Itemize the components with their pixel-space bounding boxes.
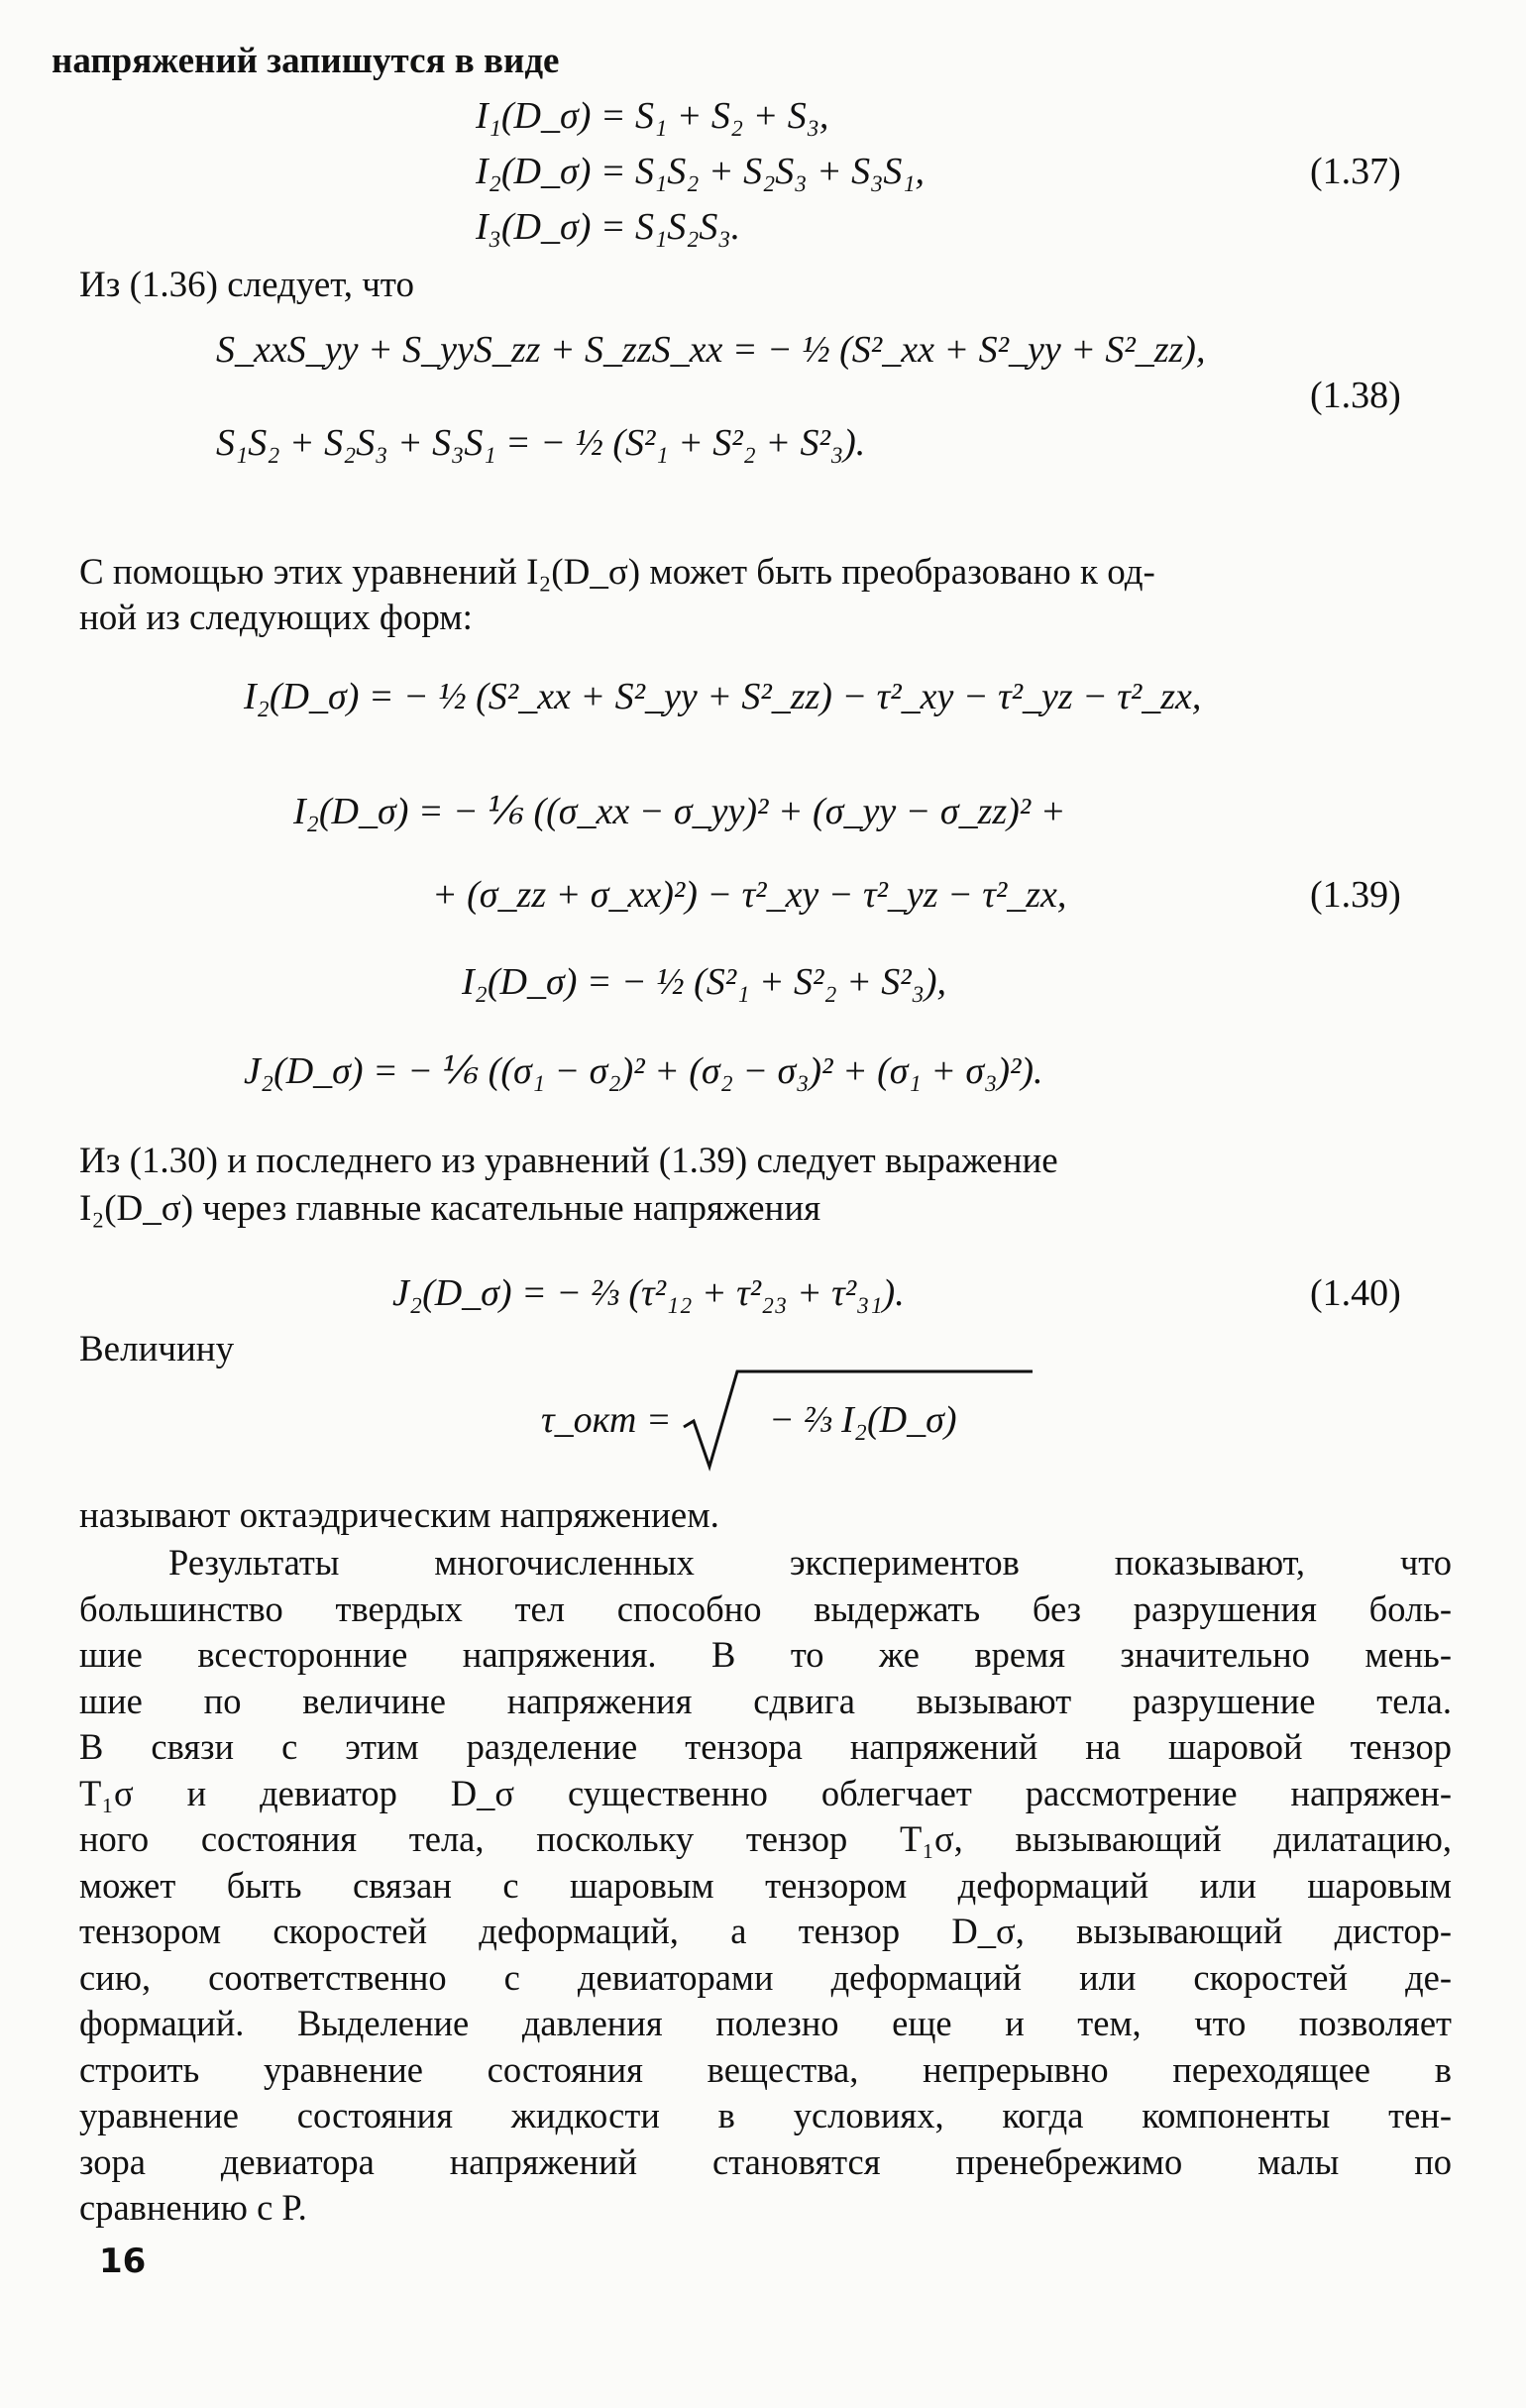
main-paragraph (79, 1540, 1452, 2232)
text-from-1-30-line-1: Из (1.30) и последнего из уравнений (1.39) следует выражение (79, 1141, 1058, 1181)
eq-1-39-line-4: I₂(D_σ) = − ½ (S²₁ + S²₂ + S²₃), (462, 961, 947, 1003)
paragraph-line: сию, соответственно с девиаторами деформаций или скоростей де- (79, 1956, 1452, 1998)
eq-1-39-line-3: + (σ_zz + σ_xx)²) − τ²_xy − τ²_yz − τ²_zx, (432, 874, 1067, 916)
paragraph-line: большинство твердых тел способно выдержать без разрушения боль- (79, 1587, 1452, 1629)
eq-1-39-line-5: J₂(D_σ) = − ⅙ ((σ₁ − σ₂)² + (σ₂ − σ₃)² + (σ₁ + σ₃)²). (244, 1050, 1043, 1092)
text-octahedral: называют октаэдрическим напряжением. (79, 1495, 719, 1536)
intro-line: напряжений запишутся в виде (52, 41, 560, 81)
text-forms-line-2: ной из следующих форм: (79, 598, 473, 638)
paragraph-line: ного состояния тела, поскольку тензор T₁σ, вызывающий дилатацию, (79, 1818, 1452, 1859)
page-number: 16 (99, 2242, 147, 2281)
text-from-1-36: Из (1.36) следует, что (79, 265, 414, 305)
eq-1-40: J₂(D_σ) = − ⅔ (τ²₁₂ + τ²₂₃ + τ²₃₁). (392, 1272, 905, 1314)
paragraph-line: может быть связан с шаровым тензором деформаций или шаровым (79, 1864, 1452, 1906)
paragraph-line: строить уравнение состояния вещества, непрерывно переходящее в (79, 2048, 1452, 2090)
eq-1-37-line-1: I₁(D_σ) = S₁ + S₂ + S₃, (476, 95, 829, 137)
paragraph-line: В связи с этим разделение тензора напряжений на шаровой тензор (79, 1726, 1452, 1767)
eq-1-37-line-3: I₃(D_σ) = S₁S₂S₃. (476, 206, 741, 248)
eq-number-1-39: (1.39) (1310, 874, 1401, 916)
text-from-1-30-line-2: I₂(D_σ) через главные касательные напряжения (79, 1188, 821, 1229)
eq-1-39-line-2: I₂(D_σ) = − ⅙ ((σ_xx − σ_yy)² + (σ_yy − σ_zz)² + (293, 791, 1066, 832)
eq-1-39-line-1: I₂(D_σ) = − ½ (S²_xx + S²_yy + S²_zz) − τ²_xy − τ²_yz − τ²_zx, (244, 676, 1202, 717)
eq-1-37-line-2: I₂(D_σ) = S₁S₂ + S₂S₃ + S₃S₁, (476, 151, 926, 192)
paragraph-line: Результаты многочисленных экспериментов показывают, что (168, 1542, 1452, 1583)
paragraph-line: зора девиатора напряжений становятся пренебрежимо малы по (79, 2140, 1452, 2182)
paragraph-line: тензором скоростей деформаций, а тензор D_σ, вызывающий дистор- (79, 1911, 1452, 1951)
eq-number-1-40: (1.40) (1310, 1272, 1401, 1314)
paragraph-line: T₁σ и девиатор D_σ существенно облегчает рассмотрение напряжен- (79, 1772, 1452, 1813)
eq-1-38-line-2: S₁S₂ + S₂S₃ + S₃S₁ = − ½ (S²₁ + S²₂ + S²₃). (216, 422, 866, 464)
tau-oct-lhs: τ_окт = (541, 1399, 672, 1441)
text-quantity: Величину (79, 1329, 235, 1369)
eq-number-1-37: (1.37) (1310, 151, 1401, 192)
paragraph-line: сравнению с P. (79, 2187, 307, 2228)
eq-number-1-38: (1.38) (1310, 375, 1401, 416)
paragraph-line: шие по величине напряжения сдвига вызывают разрушение тела. (79, 1680, 1452, 1721)
tau-oct-rhs: − ⅔ I₂(D_σ) (769, 1399, 957, 1441)
eq-1-38-line-1: S_xxS_yy + S_yyS_zz + S_zzS_xx = − ½ (S²_xx + S²_yy + S²_zz), (216, 329, 1206, 371)
paragraph-line: шие всесторонние напряжения. В то же время значительно мень- (79, 1634, 1452, 1675)
text-forms-line-1: С помощью этих уравнений I₂(D_σ) может быть преобразовано к од- (79, 552, 1155, 593)
paragraph-line: формаций. Выделение давления полезно еще и тем, что позволяет (79, 2003, 1452, 2043)
paragraph-line: уравнение состояния жидкости в условиях, когда компоненты тен- (79, 2095, 1452, 2135)
